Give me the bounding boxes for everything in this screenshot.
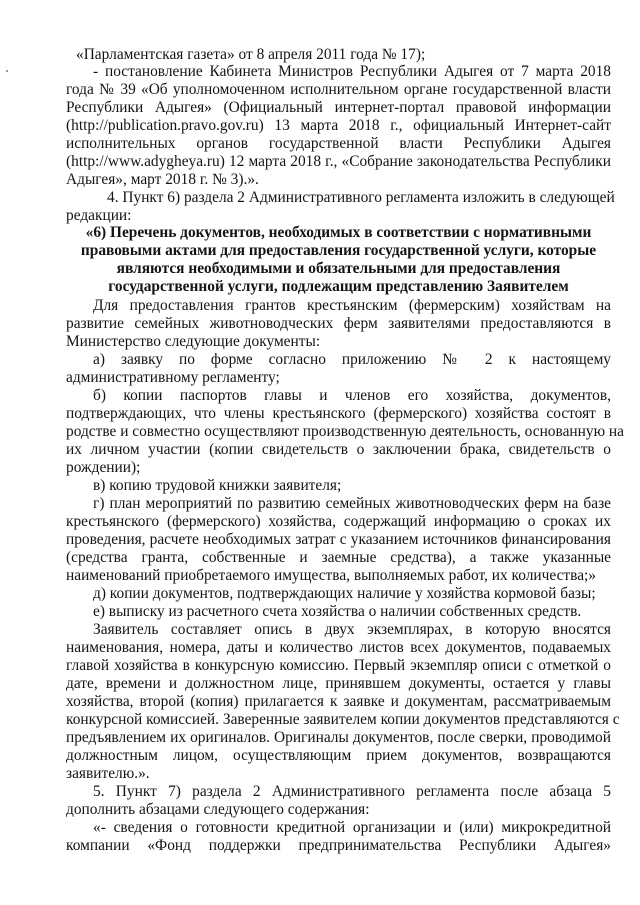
text-line: административному регламенту; (66, 369, 280, 386)
text-line: года № 39 «Об уполномоченном исполнительном органе государственной власти (66, 81, 611, 98)
text-line: (средства гранта, собственные и заемные средства), а также указанные (66, 549, 611, 566)
text-line: дополнить абзацами следующего содержания: (66, 801, 370, 818)
text-line: исполнительных органов государственной власти Республики Адыгея (66, 135, 611, 152)
text-line: родстве и совместно осуществляют производственную деятельность, основанную на (66, 423, 624, 440)
list-item: г) план мероприятий по развитию семейных животноводческих ферм на базе (93, 495, 611, 512)
section-heading: «6) Перечень документов, необходимых в соответствии с нормативными (85, 224, 592, 241)
text-line: 5. Пункт 7) раздела 2 Административного регламента после абзаца 5 (93, 783, 611, 800)
text-line: редакции: (66, 207, 132, 224)
text-line: дате, времени и должностном лице, принявшем документы, остается у главы (66, 675, 611, 692)
text-line: Для предоставления грантов крестьянским (фермерским) хозяйствам на (93, 297, 611, 314)
list-item: а) заявку по форме согласно приложению № 2 к настоящему (93, 351, 611, 368)
text-line: Республики Адыгея» (Официальный интернет-портал правовой информации (66, 99, 611, 116)
text-line: должностным лицом, осуществляющим прием документов, возвращаются (66, 747, 611, 764)
section-heading: являются необходимыми и обязательными для предоставления (116, 260, 561, 277)
section-heading: государственной услуги, подлежащим представлению Заявителем (108, 278, 569, 295)
list-item: д) копии документов, подтверждающих наличие у хозяйства кормовой базы; (93, 585, 596, 602)
list-item: е) выписку из расчетного счета хозяйства о наличии собственных средств. (93, 603, 582, 620)
text-line: Министерство следующие документы: (66, 333, 321, 350)
text-line: крестьянского (фермерского) хозяйства, содержащий информацию о сроках их (66, 513, 611, 530)
text-line: их личном участии (копии свидетельств о заключении брака, свидетельств о (66, 441, 611, 458)
list-item: б) копии паспортов главы и членов его хозяйства, документов, (93, 387, 611, 404)
text-line: «- сведения о готовности кредитной организации и (или) микрокредитной (93, 819, 611, 836)
text-line: заявителю.». (66, 765, 150, 782)
text-line: (http://publication.pravo.gov.ru) 13 марта 2018 г., официальный Интернет-сайт (66, 117, 611, 134)
text-line: Заявитель составляет опись в двух экземплярах, в которую вносятся (93, 621, 611, 638)
text-line: хозяйства, второй (копия) прилагается к заявке и документам, рассматриваемым (66, 693, 611, 710)
text-line: наименований приобретаемого имущества, выполняемых работ, их количества;» (66, 567, 597, 584)
text-line: наименования, номера, даты и количество листов всех документов, подаваемых (66, 639, 611, 656)
text-line: 4. Пункт 6) раздела 2 Административного регламента изложить в следующей (107, 189, 615, 206)
text-line: предъявлением их оригиналов. Оригиналы документов, после сверки, проводимой (66, 729, 611, 746)
text-line: конкурсной комиссией. Заверенные заявителем копии документов представляются с (66, 711, 620, 728)
text-line: рождении); (66, 459, 141, 476)
text-line: развитие семейных животноводческих ферм заявителями предоставляются в (66, 315, 611, 332)
text-line: подтверждающих, что члены крестьянского (фермерского) хозяйства состоят в (66, 405, 611, 422)
text-line: Адыгея», март 2018 г. № 3).». (66, 171, 259, 188)
text-line: (http://www.adygheya.ru) 12 марта 2018 г., «Собрание законодательства Республики (66, 153, 611, 170)
list-item: в) копию трудовой книжки заявителя; (93, 477, 342, 494)
text-line: компании «Фонд поддержки предпринимательства Республики Адыгея» (66, 837, 611, 854)
text-line: главой хозяйства в конкурсную комиссию. Первый экземпляр описи с отметкой о (66, 657, 611, 674)
section-heading: правовыми актами для предоставления государственной услуги, которые (80, 242, 597, 259)
text-line: проведения, расчете необходимых затрат с указанием источников финансирования (66, 531, 611, 548)
text-line: «Парламентская газета» от 8 апреля 2011 года № 17); (76, 46, 426, 63)
scan-speck (6, 70, 8, 72)
text-line: - постановление Кабинета Министров Республики Адыгея от 7 марта 2018 (93, 63, 611, 80)
